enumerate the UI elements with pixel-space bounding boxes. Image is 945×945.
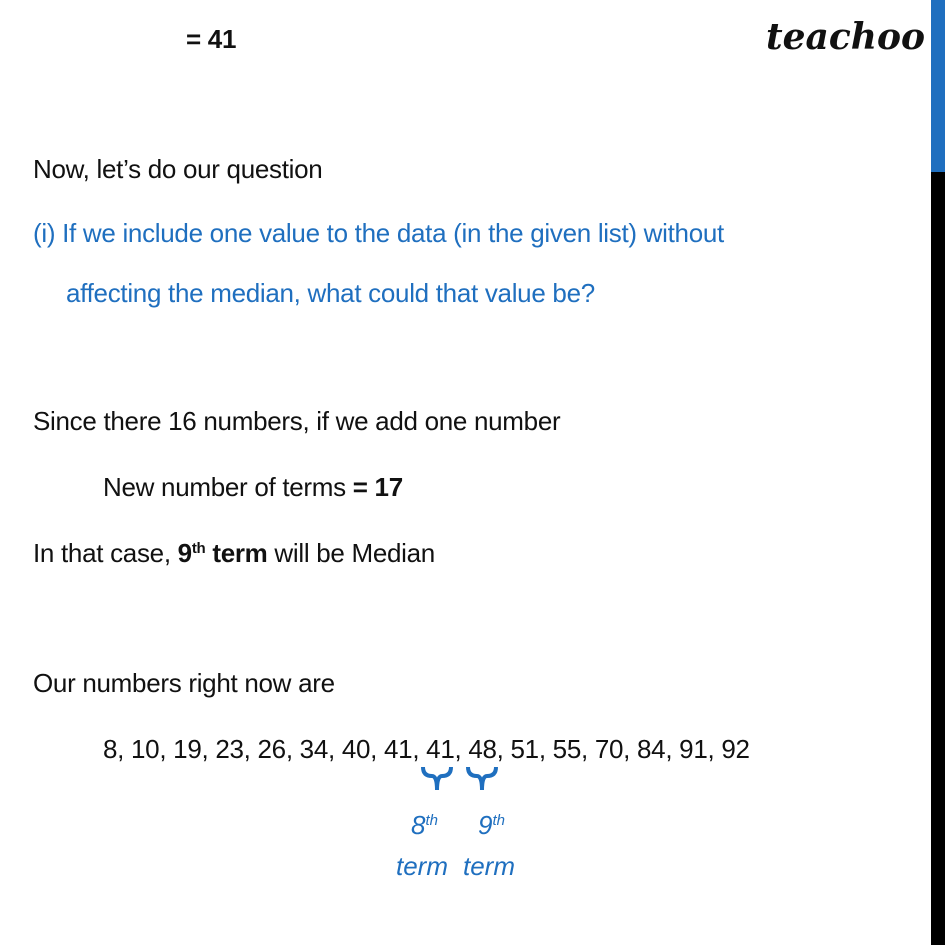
question-line-1: (i) If we include one value to the data (in the given list) without <box>33 218 724 248</box>
case-num: 9 <box>177 538 192 568</box>
case-prefix: In that case, <box>33 538 178 568</box>
ninth-num: 9 <box>478 810 493 840</box>
brace-9th-icon <box>465 764 499 794</box>
ninth-label <box>478 810 505 841</box>
new-terms-line <box>103 472 403 502</box>
scrollbar-track[interactable] <box>931 172 945 945</box>
brace-8th-icon <box>420 764 454 794</box>
intro-text: Now, let’s do our question <box>33 154 323 184</box>
eighth-label <box>411 810 438 841</box>
numbers-intro: Our numbers right now are <box>33 668 335 698</box>
teachoo-logo: teachoo <box>766 16 925 58</box>
case-suffix: will be Median <box>267 538 435 568</box>
eighth-num: 8 <box>411 810 426 840</box>
median-case-line <box>33 538 435 568</box>
new-terms-label: New number of terms <box>103 472 353 502</box>
term-label-1: term <box>396 851 448 881</box>
previous-result: = 41 <box>186 24 237 54</box>
scrollbar-thumb[interactable] <box>931 0 945 172</box>
ninth-sup: th <box>492 812 505 829</box>
term-label-2: term <box>463 851 515 881</box>
since-text: Since there 16 numbers, if we add one number <box>33 406 561 436</box>
question-line-2: affecting the median, what could that value be? <box>66 278 595 308</box>
eighth-sup: th <box>425 812 438 829</box>
case-sup: th <box>191 540 206 557</box>
numbers-list: 8, 10, 19, 23, 26, 34, 40, 41, 41, 48, 51, 55, 70, 84, 91, 92 <box>103 734 750 764</box>
new-terms-value: = 17 <box>352 472 403 502</box>
case-term: term <box>205 538 268 568</box>
